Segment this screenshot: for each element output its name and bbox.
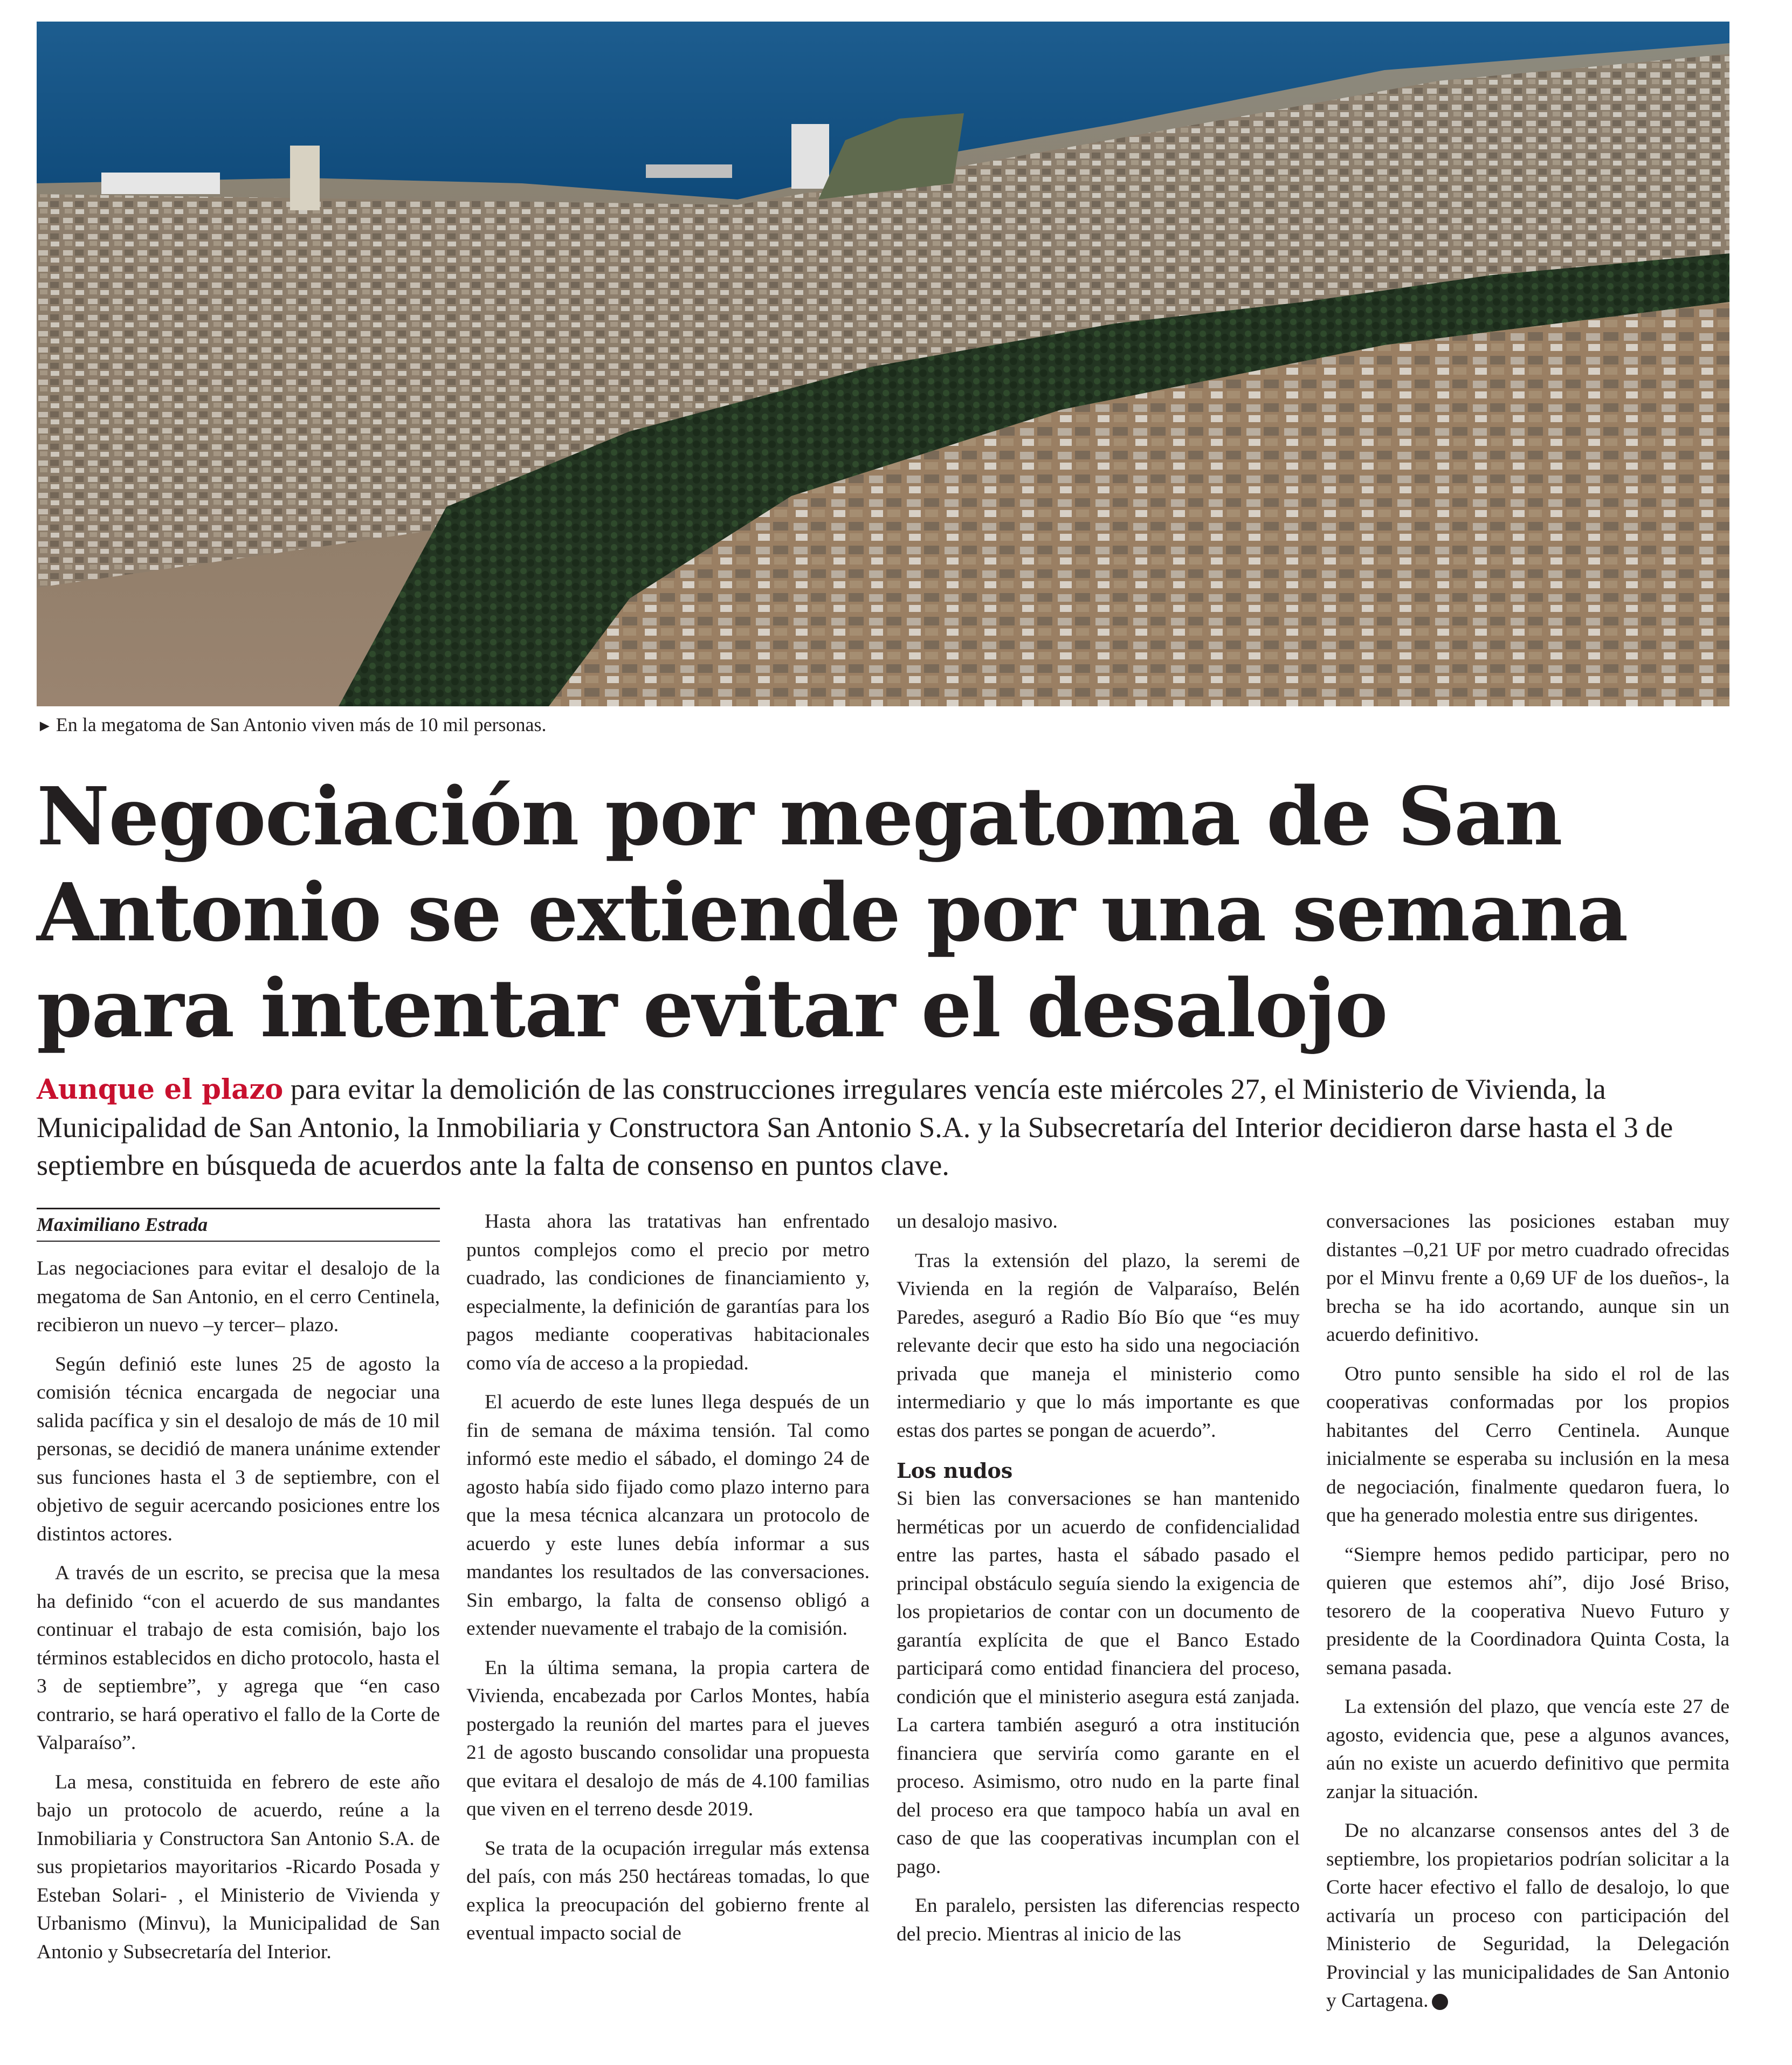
article-photo [37,22,1729,706]
lead-text: para evitar la demolición de las construcciones irregulares vencía este miércoles 27, el Ministerio de Vivienda, la Municipalidad de San Antonio, la Inmobiliaria y Constructora San Antonio S.A. y la Subsecretaría del Interior decidieron darse hasta el 3 de septiembre en búsqueda de acuerdos ante la falta de consenso en puntos clave. [37,1073,1673,1181]
paragraph: Otro punto sensible ha sido el rol de las cooperativas conformadas por los propios habitantes del Cerro Centinela. Aunque inicialmente se esperaba su inclusión en la mesa de negociación, finalmente quedaron fuera, lo que ha generado molestia entre sus dirigentes. [1326,1362,1729,1526]
article-lead [37,1070,1740,1184]
paragraph: Hasta ahora las tratativas han enfrentado puntos complejos como el precio por metro cuadrado, las condiciones de financiamiento y, especialmente, la definición de garantías para los pagos mediante cooperativas habitacionales como vía de acceso a la propiedad. [466,1210,870,1374]
column-4 [1326,1208,1729,2026]
paragraph: Las negociaciones para evitar el desalojo de la megatoma de San Antonio, en el cerro Centinela, recibieron un nuevo –y tercer– plazo. [37,1257,440,1336]
column-2 [466,1208,870,1959]
column-3 [897,1208,1300,1959]
section-subhead: Los nudos [897,1458,1013,1483]
paragraph: Según definió este lunes 25 de agosto la comisión técnica encargada de negociar una salida pacífica y sin el desalojo de más de 10 mil personas, se decidió de manera unánime extender sus funciones hasta el 3 de septiembre, con el objetivo de seguir acercando posiciones entre los distintos actores. [37,1353,440,1545]
caption-arrow-icon: ► [37,717,53,735]
paragraph: Tras la extensión del plazo, la seremi de Vivienda en la región de Valparaíso, Belén Paredes, aseguró a Radio Bío Bío que “es muy relevante decir que esto ha sido una negociación privada que maneja el ministerio como intermediario y que lo más importante es que estas dos partes se pongan de acuerdo”. [897,1249,1300,1442]
article-body [37,1208,1729,2049]
lead-kicker: Aunque el plazo [37,1073,284,1106]
column-1 [37,1208,440,1977]
end-of-article-mark-icon [1432,1994,1448,2010]
paragraph: El acuerdo de este lunes llega después de un fin de semana de máxima tensión. Tal como informó este medio el sábado, el domingo 24 de agosto había sido fijado como plazo interno para que la mesa técnica alcanzara un protocolo de acuerdo y este lunes debía informar a sus mandantes los resultados de las conversaciones. Sin embargo, la falta de consenso obligó a extender nuevamente el trabajo de la comisión. [466,1391,870,1640]
paragraph: “Siempre hemos pedido participar, pero no quieren que estemos ahí”, dijo José Briso, tesorero de la cooperativa Nuevo Futuro y presidente de la Coordinadora Quinta Costa, la semana pasada. [1326,1543,1729,1679]
paragraph: Se trata de la ocupación irregular más extensa del país, con más 250 hectáreas tomadas, lo que explica la preocupación del gobierno frente al eventual impacto social de [466,1837,870,1944]
paragraph: A través de un escrito, se precisa que la mesa ha definido “con el acuerdo de sus mandantes continuar el trabajo de esta comisión, bajo los términos establecidos en dicho protocolo, hasta el 3 de septiembre”, y agrega que “en caso contrario, se hará operativo el fallo de la Corte de Valparaíso”. [37,1562,440,1754]
paragraph-continued: conversaciones las posiciones estaban muy distantes –0,21 UF por metro cuadrado ofrecidas por el Minvu frente a 0,69 UF de los dueños-, la brecha se ha ido acortando, aunque sin un acuerdo definitivo. [1326,1210,1729,1346]
paragraph: Si bien las conversaciones se han mantenido herméticas por un acuerdo de confidencialidad entre las partes, hasta el sábado pasado el principal obstáculo seguía siendo la exigencia de los propietarios de contar con un documento de garantía explícita de que el Banco Estado participará como entidad financiera del proceso, condición que el ministerio asegura está zanjada. La cartera también aseguró a otra institución financiera que serviría como garante en el proceso. Asimismo, otro nudo en la parte final del proceso era que tampoco había un aval en caso de que las cooperativas incumplan con el pago. [897,1488,1300,1878]
paragraph: En la última semana, la propia cartera de Vivienda, encabezada por Carlos Montes, había postergado la reunión del martes para el jueves 21 de agosto buscando consolidar una propuesta que evitara el desalojo de más de 4.100 familias que viven en el terreno desde 2019. [466,1656,870,1820]
paragraph: La mesa, constituida en febrero de este año bajo un protocolo de acuerdo, reúne a la Inmobiliaria y Constructora San Antonio S.A. de sus propietarios mayoritarios -Ricardo Posada y Esteban Solari- , el Ministerio de Vivienda y Urbanismo (Minvu), la Municipalidad de San Antonio y Subsecretaría del Interior. [37,1771,440,1963]
byline: Maximiliano Estrada [37,1208,440,1242]
photo-caption-text: En la megatoma de San Antonio viven más de 10 mil personas. [56,714,547,735]
paragraph-continued: un desalojo masivo. [897,1210,1058,1233]
paragraph: En paralelo, persisten las diferencias respecto del precio. Mientras al inicio de las [897,1895,1300,1945]
paragraph-last-text: De no alcanzarse consensos antes del 3 de septiembre, los propietarios podrían solicitar a la Corte hacer efectivo el fallo de desalojo, lo que activaría un proceso con participación del Ministerio de Seguridad, la Delegación Provincial y las municipalidades de San Antonio y Cartagena. [1326,1820,1729,2012]
paragraph-last [1326,1817,1729,2015]
photo-caption [37,712,1729,739]
article-headline: Negociación por megatoma de San Antonio se extiende por una semana para intentar evitar el desalojo [37,769,1628,1055]
aerial-city-photo [37,22,1729,706]
paragraph: La extensión del plazo, que vencía este 27 de agosto, evidencia que, pese a algunos avances, aún no existe un acuerdo definitivo que permita zanjar la situación. [1326,1696,1729,1803]
